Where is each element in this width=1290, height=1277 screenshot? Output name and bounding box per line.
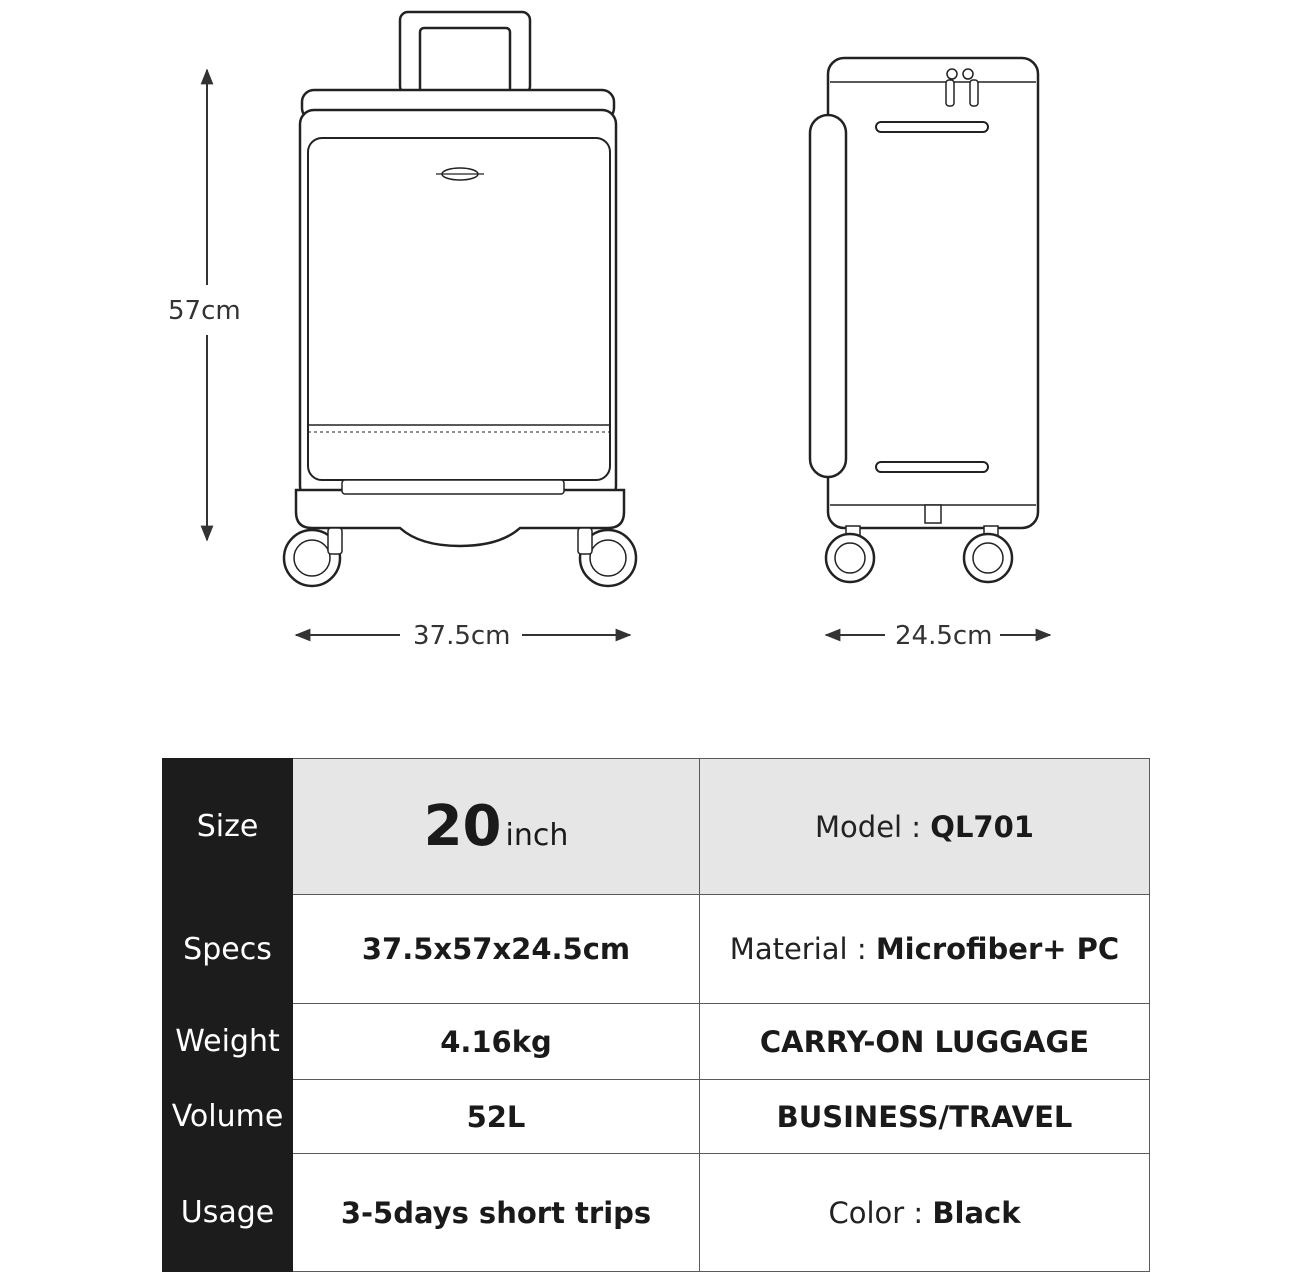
size-unit: inch — [505, 818, 569, 853]
purpose-cell — [700, 1080, 1150, 1154]
material-cell — [700, 895, 1150, 1004]
volume-header: Volume — [163, 1080, 293, 1154]
category-value: CARRY-ON LUGGAGE — [759, 1024, 1090, 1059]
specs-value: 37.5x57x24.5cm — [293, 895, 700, 1004]
material-value: Microfiber+ PC — [875, 932, 1120, 966]
front-pocket — [308, 138, 610, 480]
table-row — [163, 1004, 1150, 1080]
height-label: 57cm — [168, 296, 241, 326]
side-top-handle — [876, 122, 988, 132]
purpose-value: BUSINESS/TRAVEL — [776, 1099, 1073, 1134]
table-row — [163, 1154, 1150, 1272]
table-row — [163, 759, 1150, 895]
model-prefix: Model : — [815, 809, 931, 844]
color-cell — [700, 1154, 1150, 1272]
suitcase-side-view — [810, 58, 1038, 582]
side-pocket-profile — [810, 115, 846, 477]
suitcase-front-view — [284, 12, 636, 586]
volume-value: 52L — [293, 1080, 700, 1154]
color-prefix: Color : — [828, 1195, 933, 1230]
side-bottom-handle — [876, 462, 988, 472]
usage-header: Usage — [163, 1154, 293, 1272]
size-header: Size — [163, 759, 293, 895]
usage-value: 3-5days short trips — [293, 1154, 700, 1272]
model-value: QL701 — [930, 809, 1034, 844]
table-row — [163, 1080, 1150, 1154]
depth-label: 24.5cm — [895, 621, 993, 651]
weight-header: Weight — [163, 1004, 293, 1080]
table-row — [163, 895, 1150, 1004]
color-value: Black — [932, 1195, 1021, 1230]
specs-header: Specs — [163, 895, 293, 1004]
spec-table — [162, 758, 1150, 1272]
size-value — [293, 759, 700, 895]
model-cell — [700, 759, 1150, 895]
width-label: 37.5cm — [413, 621, 511, 651]
side-wheels — [826, 526, 1012, 582]
material-prefix: Material : — [729, 932, 876, 966]
size-number: 20 — [423, 794, 502, 859]
category-cell — [700, 1004, 1150, 1080]
weight-value: 4.16kg — [293, 1004, 700, 1080]
